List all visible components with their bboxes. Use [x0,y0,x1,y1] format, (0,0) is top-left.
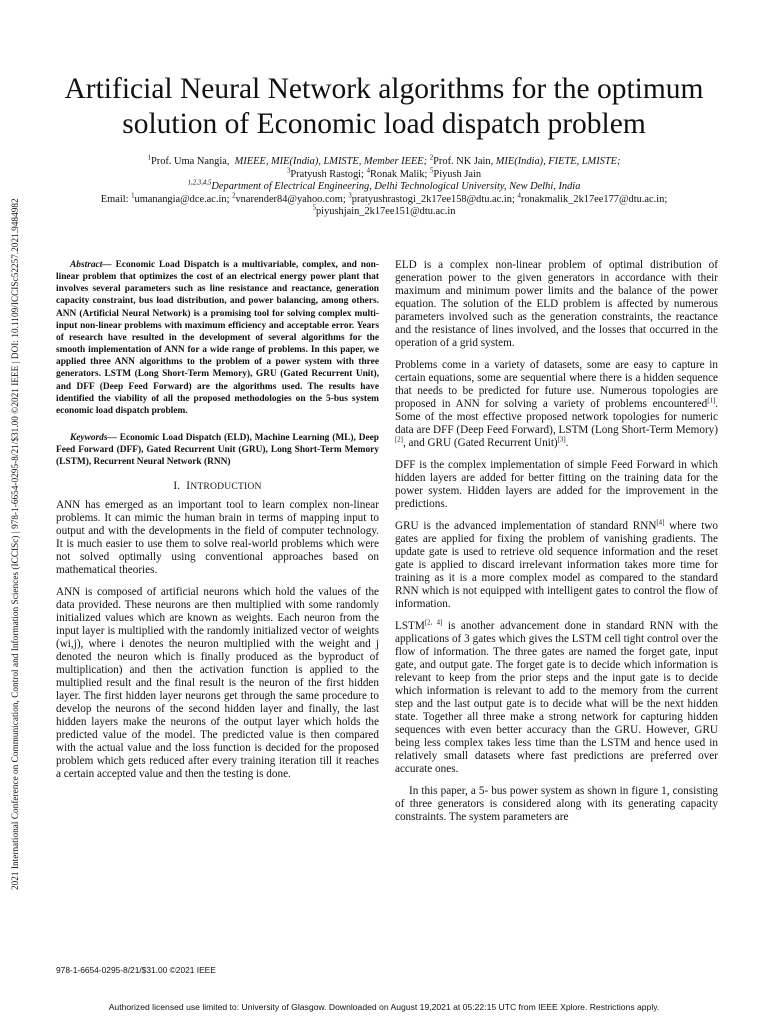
conference-doi-note: 2021 International Conference on Communication, Control and Information Sciences (ICCISc) | 978-1-6654-0295-8/21/$31.00 ©2021 IEEE | DOI: 10.1109/ICCISc52257.2021.9484982 [10,198,20,890]
section-heading-introduction: I. INTRODUCTION [173,479,262,492]
left-column [56,259,379,790]
side-note [10,130,24,890]
bus-system-paragraph: In this paper, a 5- bus power system as shown in figure 1, consisting of three generators is considered along with its generating capacity constraints. The system parameters are [395,785,718,823]
intro-paragraph-2: ANN is composed of artificial neurons which hold the values of the data provided. These neurons are then multiplied with some randomly initialized values which are known as weights. Each neuron from the input layer is multiplied with the randomly initialized vector of weights (wi,j), where i denotes the neuron multiplied with the weight and j denoted the neuron which is finally produced as the byproduct of multiplication) and then the activation function is applied to the multiplied result and the final result is the neuron of the first hidden layer. The first hidden layer neurons get through the same procedure to develop the neurons of the second hidden layer and finally, the last hidden layers make the neurons of the output layer which holds the predicted value of the model. The predicted value is then compared with the actual value and the loss function is decided for the proposed problem which gets reduced after every training iteration till it reaches a certain accepted value and then the testing is done. [56,585,379,780]
author-line-1: $^1$Prof. Uma Nangia, MIEEE, MIE(India), LMISTE, Member IEEE; $^2$Prof. NK Jain, MIE(India), FIETE, LMISTE; [147,154,621,167]
eld-paragraph: ELD is a complex non-linear problem of optimal distribution of generation power to the given generators in accordance with their maximum and minimum power limits and the balance of the power equation. The solution of the ELD problem is affected by numerous parameters involved such as the generation constraints, the reactance and the resistance of lines involved, and the losses that occurred in the operation of a grid system. [395,259,718,349]
gru-paragraph: GRU is the advanced implementation of standard RNN[4] where two gates are applied for fixing the problem of vanishing gradients. The update gate is used to retrieve old sequence information and the reset gate is applied to discard irrelevant information takes more time for training as it is a more complex model as compared to the standard RNN which is not equipped with intelligent gates to control the flow of information. [395,519,718,610]
citation-2-4: [2, 4] [424,619,443,627]
citation-1: [1] [707,397,716,405]
keywords-text: Economic Load Dispatch (ELD), Machine Learning (ML), Deep Feed Forward (DFF), Gated Recurrent Unit (GRU), Long Short-Term Memory (LSTM), Recurrent Neural Network (RNN) [56,433,380,468]
keywords [56,432,379,468]
abstract-label: Abstract— [70,260,112,270]
right-column [395,259,718,833]
author-line-2: $^3$Pratyush Rastogi; $^4$Ronak Malik; $^5$Piyush Jain [286,167,482,180]
topologies-paragraph: Problems come in a variety of datasets, some are easy to capture in certain equations, some are sequential where there is a hidden sequence that needs to be predicted for future use. Numerous topologies are proposed in ANN for solving a variety of problems encountered[1]. Some of the most effective proposed network topologies for numeric data are DFF (Deep Feed Forward), LSTM (Long Short-Term Memory)[2], and GRU (Gated Recurrent Unit)[3]. [395,359,718,449]
abstract-text: Economic Load Dispatch is a multivariable, complex, and non-linear problem that optimizes the cost of an electrical energy power plant that involves several parameters such as line resistance and reactance, generation capacity constraint, bus load distribution, and power balancing, among others. ANN (Artificial Neural Network) is a promising tool for solving complex multi-input non-linear problems with maximum efficiency and acceptable error. Years of research have resulted in the development of several algorithms for the smooth implementation of ANN for a wide range of problems. In this paper, we applied three ANN algorithms to the problem of a power system with three generators. LSTM (Long Short-Term Memory), GRU (Gated Recurrent Unit), and DFF (Deep Feed Forward) are the algorithms used. The results have identified the viability of all the proposed methodologies on the 5-bus system economic load dispatch problem. [56,260,379,416]
author-block [40,156,728,219]
citation-3: [3] [557,436,566,444]
citation-2: [2] [395,436,403,444]
affiliation-line: $^{1,2,3,4,5}$Department of Electrical Engineering, Delhi Technological University, New Delhi, India [187,179,581,193]
dff-paragraph: DFF is the complex implementation of simple Feed Forward in which hidden layers are added for better fitting on the training data for the power system. Hidden layers are added for the improvement in the predictions. [395,459,718,510]
license-notice: Authorized licensed use limited to: University of Glasgow. Downloaded on August 19,2021 at 05:22:15 UTC from IEEE Xplore. Restrictions apply. [108,1002,660,1012]
intro-paragraph-1: ANN has emerged as an important tool to learn complex non-linear problems. It can mimic the human brain in terms of mapping input to output and with the developments in the field of computer technology. It is much easier to use them to solve real-world problems which were not solved optimally using conventional approaches based on mathematical theories. [56,498,379,576]
email-line-1: Email: $^1$umanangia@dce.ac.in; $^2$vnarender84@yahoo.com; $^3$pratyushrastogi_2k17ee158@dtu.ac.in; $^4$ronakmalik_2k17ee177@dtu.ac.in; [100,192,668,205]
email-line-2: $^5$piyushjain_2k17ee151@dtu.ac.in [312,204,456,218]
paper-title: Artificial Neural Network algorithms for the optimum solution of Economic load dispatch problem [64,73,704,140]
citation-4: [4] [656,519,665,527]
abstract [56,259,379,417]
footer-copyright-id: 978-1-6654-0295-8/21/$31.00 ©2021 IEEE [56,965,216,975]
lstm-paragraph: LSTM[2, 4] is another advancement done in standard RNN with the applications of 3 gates which gives the LSTM cell tight control over the flow of information. The three gates are named the forget gate, input gate, and output gate. The forget gate is to decide which information is relevant to keep from the prior steps and the input gate is to decide which information is relevant to add to the memory from the current step and the last output gate is to decide what will be the next hidden state. Together all three make a strong network for capturing hidden sequences with even better accuracy than the GRU. However, GRU being less complex takes less time than the LSTM and hence used in relatively small datasets where fast predictions are preferred over accurate ones. [395,619,718,775]
keywords-label: Keywords— [70,433,117,444]
